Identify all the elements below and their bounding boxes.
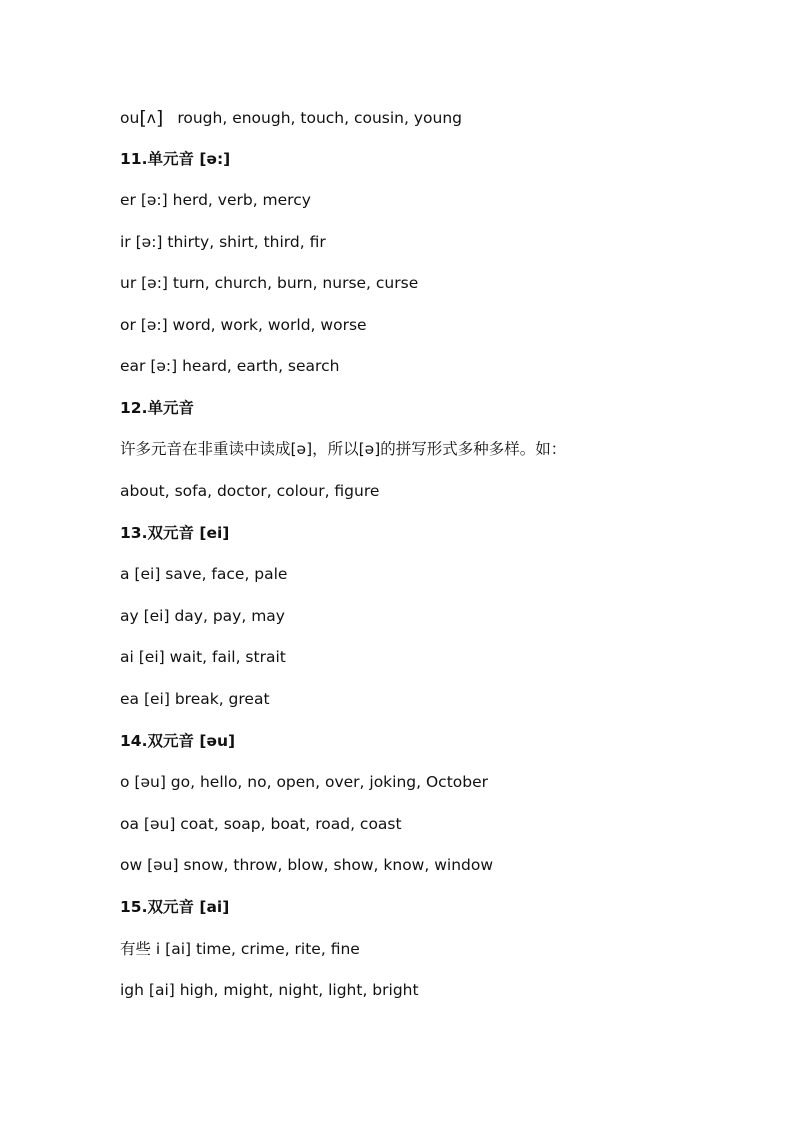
heading-12: 12.单元音: [120, 399, 194, 417]
ear-line: ear [ə:] heard, earth, search: [120, 357, 340, 375]
ir-line: ir [ə:] thirty, shirt, third, fir: [120, 233, 326, 251]
heading-14: 14.双元音 [əu]: [120, 732, 236, 750]
ou-examples: rough, enough, touch, cousin, young: [177, 109, 462, 127]
er-line: er [ə:] herd, verb, mercy: [120, 191, 311, 209]
ai-ei-line: ai [ei] wait, fail, strait: [120, 648, 286, 666]
ea-ei-line: ea [ei] break, great: [120, 690, 270, 708]
ipa-open-bracket: [: [139, 107, 147, 129]
ipa-close-bracket: ]: [155, 107, 164, 129]
ou-ipa: ʌ: [146, 109, 156, 127]
a-ei-line: a [ei] save, face, pale: [120, 565, 288, 583]
oa-ou-line: oa [əu] coat, soap, boat, road, coast: [120, 815, 402, 833]
igh-ai-line: igh [ai] high, might, night, light, bright: [120, 981, 419, 999]
schwa-examples: about, sofa, doctor, colour, figure: [120, 482, 380, 500]
heading-15: 15.双元音 [ai]: [120, 898, 230, 916]
or-line: or [ə:] word, work, world, worse: [120, 316, 367, 334]
i-ai-line: 有些 i [ai] time, crime, rite, fine: [120, 940, 360, 958]
schwa-note: 许多元音在非重读中读成[ə]，所以[ə]的拼写形式多种多样。如：: [120, 440, 567, 458]
ay-ei-line: ay [ei] day, pay, may: [120, 607, 285, 625]
ou-line: [120, 108, 462, 128]
o-ou-line: o [əu] go, hello, no, open, over, joking, October: [120, 773, 489, 791]
ou-prefix: ou: [120, 109, 140, 127]
ow-ou-line: ow [əu] snow, throw, blow, show, know, window: [120, 856, 494, 874]
heading-13: 13.双元音 [ei]: [120, 524, 230, 542]
heading-11: 11.单元音 [ə:]: [120, 150, 231, 168]
ur-line: ur [ə:] turn, church, burn, nurse, curse: [120, 274, 419, 292]
